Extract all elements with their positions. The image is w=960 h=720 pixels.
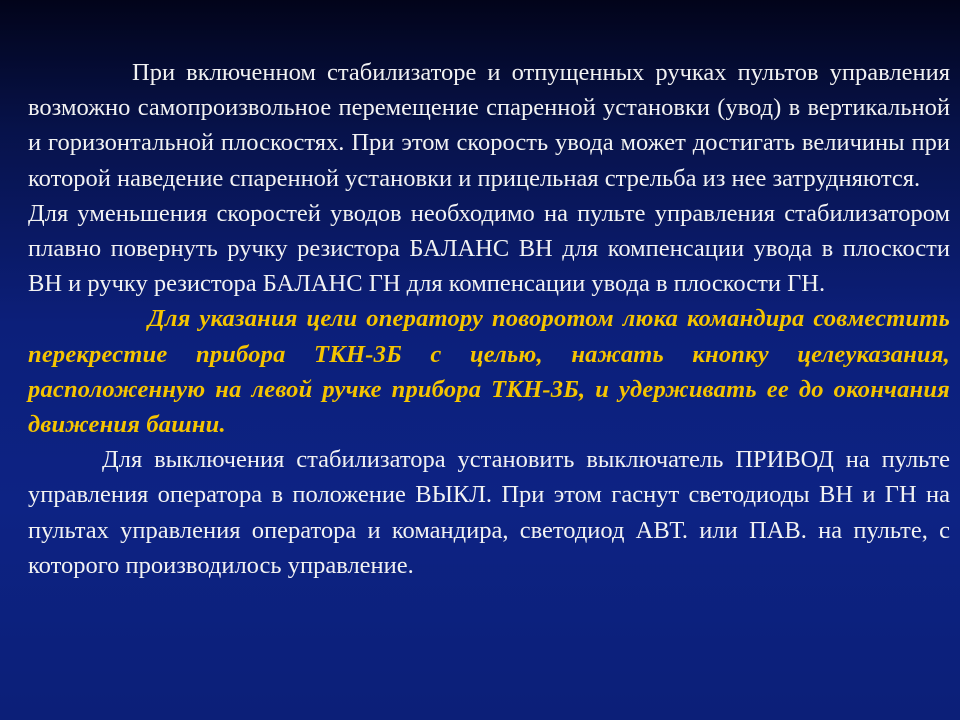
paragraph-stabilizer-shutdown: Для выключения стабилизатора установить выключатель ПРИВОД на пульте управления оператора в положение ВЫКЛ. При этом гаснут светодиоды ВН и ГН на пультах управления оператора и командира, светодиод АВТ. или ПАВ. на пульте, с которого производилось управление.: [28, 446, 950, 579]
paragraph-drift-reduction: Для уменьшения скоростей уводов необходимо на пульте управления стабилизатором плавно повернуть ручку резистора БАЛАНС ВН для компенсации увода в плоскости ВН и ручку резистора БАЛАНС ГН для компенсации увода в плоскости ГН.: [28, 199, 950, 298]
paragraph-target-designation: Для указания цели оператору поворотом люка командира совместить перекрестие прибора ТКН-3Б с целью, нажать кнопку целеуказания, расположенную на левой ручке прибора ТКН-3Б, и удерживать ее до окончания движения башни.: [28, 305, 950, 439]
paragraph-stabilizer-drift: При включенном стабилизаторе и отпущенных ручках пультов управления возможно самопроизвольное перемещение спаренной установки (увод) в вертикальной и горизонтальной плоскостях. При этом скорость увода может достигать величины при которой наведение спаренной установки и прицельная стрельба из нее затрудняются.: [28, 59, 950, 192]
slide-content: [28, 55, 950, 695]
